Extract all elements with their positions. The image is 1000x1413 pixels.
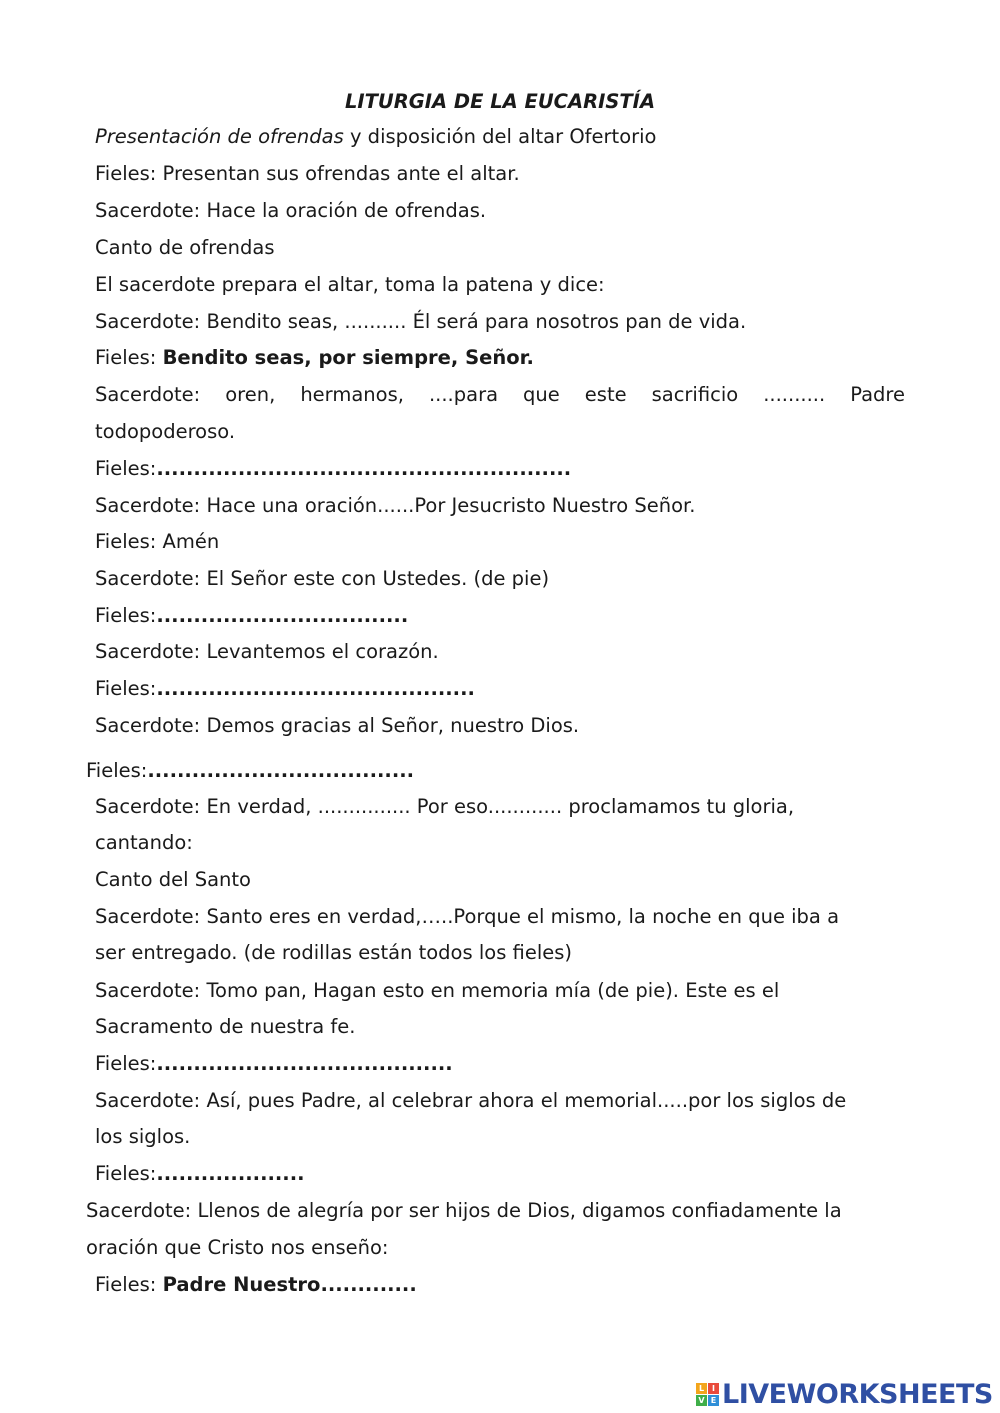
line: Sacerdote: Santo eres en verdad,…..Porque el mismo, la noche en que iba a [95, 905, 840, 928]
line-blank: Fieles:........................................... [95, 677, 475, 700]
line-blank: Fieles:.................................... [86, 759, 415, 782]
line: Sacerdote: Bendito seas, .......... Él será para nosotros pan de vida. [95, 310, 747, 333]
blank-dots: ........................................ [156, 1052, 453, 1075]
line: todopoderoso. [95, 420, 236, 443]
blank-dots: ........................................................ [156, 457, 572, 480]
line: Sacerdote: Hace una oración......Por Jesucristo Nuestro Señor. [95, 494, 696, 517]
line-blank: Fieles:.................................. [95, 604, 409, 627]
response-bold: Bendito seas, por siempre, Señor. [162, 346, 534, 369]
line-blank: Fieles:........................................ [95, 1052, 453, 1075]
line-blank: Fieles:........................................................ [95, 457, 572, 480]
line: Sacerdote: El Señor este con Ustedes. (de pie) [95, 567, 550, 590]
line: ser entregado. (de rodillas están todos los fieles) [95, 941, 573, 964]
blank-dots: .................... [156, 1162, 305, 1185]
line: cantando: [95, 831, 193, 854]
line: Canto del Santo [95, 868, 251, 891]
line: Sacerdote: Tomo pan, Hagan esto en memoria mía (de pie). Este es el [95, 979, 780, 1002]
line: Fieles: Padre Nuestro............. [95, 1273, 417, 1296]
line: Sacerdote: oren, hermanos, ....para que este sacrificio .......... Padre [95, 383, 905, 406]
liveworksheets-logo [696, 1378, 993, 1410]
line: Canto de ofrendas [95, 236, 275, 259]
line: oración que Cristo nos enseño: [86, 1236, 389, 1259]
line-offertory: Presentación de ofrendas y disposición del altar Ofertorio [95, 125, 657, 148]
line: Sacerdote: Demos gracias al Señor, nuestro Dios. [95, 714, 580, 737]
response-bold: Padre Nuestro............. [162, 1273, 417, 1296]
line: Sacerdote: Levantemos el corazón. [95, 640, 439, 663]
blank-dots: .................................. [156, 604, 409, 627]
logo-icon: L I V E [696, 1383, 719, 1406]
line: Sacramento de nuestra fe. [95, 1015, 356, 1038]
line-italic: Presentación de ofrendas [95, 125, 344, 148]
blank-dots: ........................................... [156, 677, 475, 700]
page-title: LITURGIA DE LA EUCARISTÍA [344, 90, 656, 113]
line-blank: Fieles:.................... [95, 1162, 305, 1185]
line: Sacerdote: Hace la oración de ofrendas. [95, 199, 487, 222]
line: Sacerdote: Llenos de alegría por ser hijos de Dios, digamos confiadamente la [86, 1199, 842, 1222]
line: Sacerdote: Así, pues Padre, al celebrar ahora el memorial.....por los siglos de [95, 1089, 847, 1112]
line: los siglos. [95, 1125, 191, 1148]
line: Sacerdote: En verdad, ............... Por eso............ proclamamos tu gloria, [95, 795, 795, 818]
line: Fieles: Bendito seas, por siempre, Señor. [95, 346, 534, 369]
line: Fieles: Amén [95, 530, 220, 553]
logo-text: LIVEWORKSHEETS [722, 1378, 993, 1410]
blank-dots: .................................... [147, 759, 415, 782]
line: El sacerdote prepara el altar, toma la patena y dice: [95, 273, 605, 296]
line: Fieles: Presentan sus ofrendas ante el altar. [95, 162, 520, 185]
